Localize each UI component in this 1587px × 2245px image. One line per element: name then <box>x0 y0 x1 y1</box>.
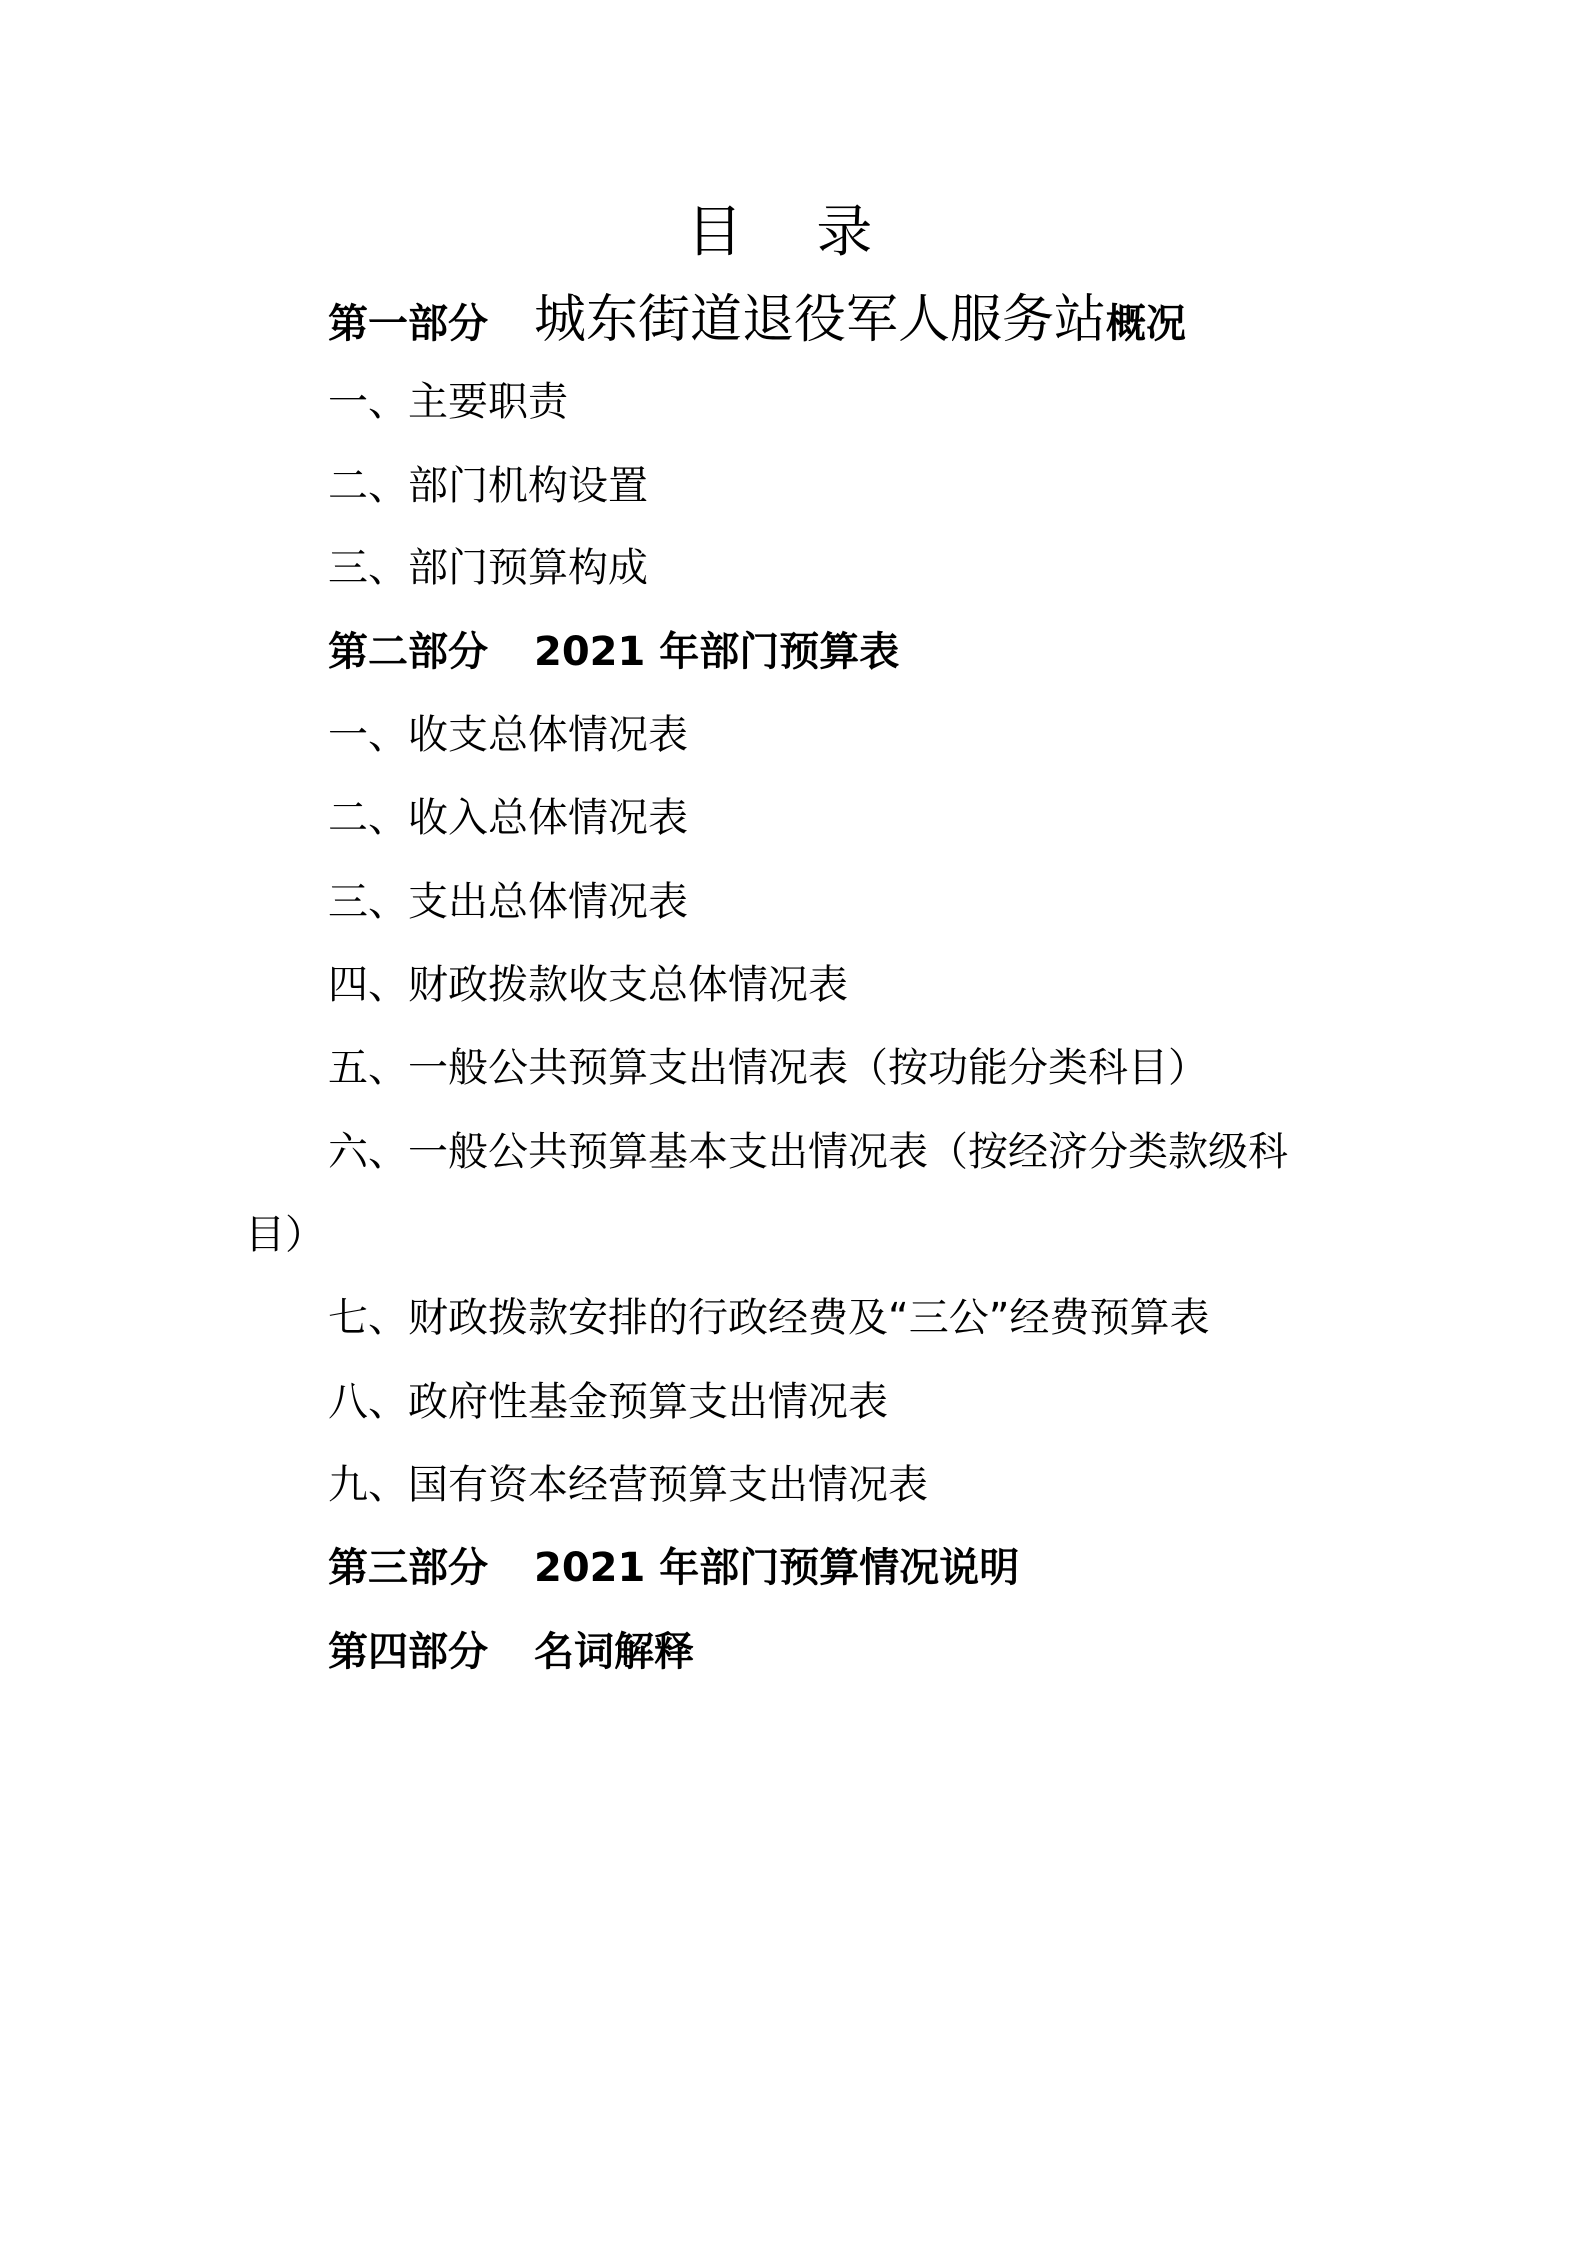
part4-heading <box>328 1624 694 1680</box>
part4-label: 第四部分 <box>328 1629 488 1675</box>
part4-name: 名词解释 <box>534 1629 694 1675</box>
part2-item-4: 四、财政拨款收支总体情况表 <box>328 962 848 1008</box>
part2-item-2: 二、收入总体情况表 <box>328 795 688 841</box>
part2-label: 第二部分 <box>328 629 488 675</box>
part2-item-3: 三、支出总体情况表 <box>328 879 688 925</box>
part2-item-5: 五、一般公共预算支出情况表（按功能分类科目） <box>328 1045 1208 1091</box>
part2-item-6-continued: 目） <box>245 1212 325 1258</box>
part1-item-3: 三、部门预算构成 <box>328 545 648 591</box>
part1-name: 城东街道退役军人服务站 <box>534 290 1107 350</box>
part2-item-6: 六、一般公共预算基本支出情况表（按经济分类款级科 <box>328 1129 1288 1175</box>
part1-label: 第一部分 <box>328 301 488 347</box>
part2-heading <box>328 624 899 680</box>
part2-item-7: 七、财政拨款安排的行政经费及“三公”经费预算表 <box>328 1295 1210 1341</box>
part2-item-9: 九、国有资本经营预算支出情况表 <box>328 1462 928 1508</box>
toc-title: 目 录 <box>686 200 901 265</box>
part2-item-1: 一、收支总体情况表 <box>328 712 688 758</box>
part1-item-2: 二、部门机构设置 <box>328 463 648 509</box>
part2-name: 2021 年部门预算表 <box>534 629 900 675</box>
part1-heading <box>328 292 1186 352</box>
part1-item-1: 一、主要职责 <box>328 379 568 425</box>
part2-item-8: 八、政府性基金预算支出情况表 <box>328 1379 888 1425</box>
part3-name: 2021 年部门预算情况说明 <box>534 1545 1020 1591</box>
part3-label: 第三部分 <box>328 1545 488 1591</box>
part3-heading <box>328 1540 1019 1596</box>
part1-suffix: 概况 <box>1106 301 1187 347</box>
